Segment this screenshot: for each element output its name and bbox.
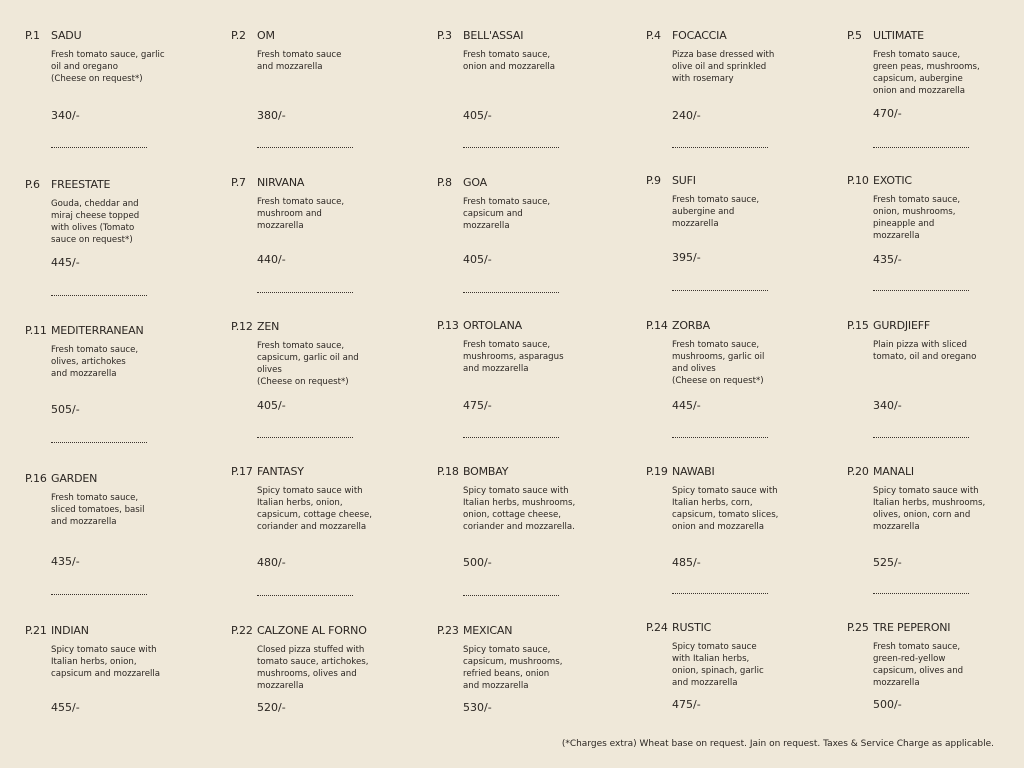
- item-name: SUFI: [672, 174, 696, 187]
- item-name: GARDEN: [51, 472, 98, 485]
- quantity-line: [257, 595, 353, 596]
- item-name: MANALI: [873, 465, 914, 478]
- item-price: 445/-: [51, 256, 80, 269]
- item-code: P.22: [231, 624, 253, 637]
- quantity-line: [51, 594, 147, 595]
- item-description: Spicy tomato sauce with Italian herbs, mushrooms, onion, cottage cheese, coriander and mozzarella.: [463, 486, 576, 532]
- item-code: P.23: [437, 624, 459, 637]
- item-name: MEXICAN: [463, 624, 513, 637]
- item-name: FOCACCIA: [672, 29, 727, 42]
- item-code: P.11: [25, 324, 47, 337]
- item-name: BELL'ASSAI: [463, 29, 524, 42]
- item-description: Spicy tomato sauce with Italian herbs, onion, capsicum, cottage cheese, coriander and mozzarella: [257, 486, 373, 532]
- item-code: P.25: [847, 621, 869, 634]
- item-price: 475/-: [672, 698, 701, 711]
- item-price: 480/-: [257, 556, 286, 569]
- item-description: Fresh tomato sauce, mushrooms, garlic oil and olives (Cheese on request*): [672, 340, 765, 386]
- item-code: P.7: [231, 176, 246, 189]
- item-code: P.3: [437, 29, 452, 42]
- item-code: P.14: [646, 319, 668, 332]
- item-name: TRE PEPERONI: [873, 621, 951, 634]
- quantity-line: [463, 292, 559, 293]
- quantity-line: [873, 147, 969, 148]
- quantity-line: [463, 437, 559, 438]
- item-name: SADU: [51, 29, 82, 42]
- quantity-line: [672, 437, 768, 438]
- item-price: 530/-: [463, 701, 492, 714]
- item-price: 475/-: [463, 399, 492, 412]
- item-code: P.24: [646, 621, 668, 634]
- item-name: FREESTATE: [51, 178, 111, 191]
- item-description: Fresh tomato sauce, aubergine and mozzarella: [672, 195, 760, 229]
- item-price: 240/-: [672, 109, 701, 122]
- item-price: 440/-: [257, 253, 286, 266]
- item-name: RUSTIC: [672, 621, 712, 634]
- item-name: ZORBA: [672, 319, 710, 332]
- item-price: 340/-: [873, 399, 902, 412]
- item-description: Spicy tomato sauce with Italian herbs, onion, capsicum and mozzarella: [51, 645, 161, 679]
- item-description: Fresh tomato sauce, olives, artichokes and mozzarella: [51, 345, 139, 379]
- item-price: 455/-: [51, 701, 80, 714]
- item-code: P.19: [646, 465, 668, 478]
- quantity-line: [463, 147, 559, 148]
- item-price: 435/-: [51, 555, 80, 568]
- item-price: 435/-: [873, 253, 902, 266]
- item-code: P.1: [25, 29, 40, 42]
- item-code: P.17: [231, 465, 253, 478]
- item-description: Plain pizza with sliced tomato, oil and oregano: [873, 340, 977, 362]
- quantity-line: [873, 290, 969, 291]
- item-name: FANTASY: [257, 465, 304, 478]
- item-description: Spicy tomato sauce, capsicum, mushrooms, refried beans, onion and mozzarella: [463, 645, 563, 691]
- item-name: GURDJIEFF: [873, 319, 930, 332]
- quantity-line: [672, 290, 768, 291]
- quantity-line: [873, 437, 969, 438]
- quantity-line: [672, 593, 768, 594]
- item-name: OM: [257, 29, 275, 42]
- item-description: Fresh tomato sauce, mushroom and mozzarella: [257, 197, 345, 231]
- quantity-line: [51, 147, 147, 148]
- item-price: 395/-: [672, 251, 701, 264]
- item-name: NIRVANA: [257, 176, 305, 189]
- item-description: Closed pizza stuffed with tomato sauce, artichokes, mushrooms, olives and mozzarella: [257, 645, 369, 691]
- item-description: Fresh tomato sauce, capsicum, garlic oil and olives (Cheese on request*): [257, 341, 359, 387]
- item-code: P.16: [25, 472, 47, 485]
- item-description: Fresh tomato sauce, garlic oil and oregano (Cheese on request*): [51, 50, 165, 84]
- item-price: 405/-: [463, 253, 492, 266]
- item-description: Gouda, cheddar and miraj cheese topped with olives (Tomato sauce on request*): [51, 199, 140, 245]
- item-description: Fresh tomato sauce, capsicum and mozzarella: [463, 197, 551, 231]
- item-code: P.5: [847, 29, 862, 42]
- item-price: 500/-: [873, 698, 902, 711]
- quantity-line: [257, 147, 353, 148]
- item-code: P.13: [437, 319, 459, 332]
- item-description: Spicy tomato sauce with Italian herbs, mushrooms, olives, onion, corn and mozzarella: [873, 486, 986, 532]
- quantity-line: [873, 593, 969, 594]
- item-description: Fresh tomato sauce, onion and mozzarella: [463, 50, 556, 72]
- item-description: Pizza base dressed with olive oil and sprinkled with rosemary: [672, 50, 775, 84]
- item-description: Fresh tomato sauce and mozzarella: [257, 50, 342, 72]
- item-name: BOMBAY: [463, 465, 509, 478]
- footer-note: (*Charges extra) Wheat base on request. Jain on request. Taxes & Service Charge as applicable.: [561, 739, 994, 749]
- item-code: P.8: [437, 176, 452, 189]
- item-code: P.18: [437, 465, 459, 478]
- item-code: P.20: [847, 465, 869, 478]
- item-code: P.15: [847, 319, 869, 332]
- item-price: 525/-: [873, 556, 902, 569]
- item-code: P.21: [25, 624, 47, 637]
- item-name: CALZONE AL FORNO: [257, 624, 367, 637]
- quantity-line: [51, 295, 147, 296]
- item-price: 380/-: [257, 109, 286, 122]
- item-description: Fresh tomato sauce, mushrooms, asparagus and mozzarella: [463, 340, 564, 374]
- item-price: 405/-: [257, 399, 286, 412]
- item-price: 520/-: [257, 701, 286, 714]
- item-price: 485/-: [672, 556, 701, 569]
- item-name: ZEN: [257, 320, 280, 333]
- item-name: MEDITERRANEAN: [51, 324, 144, 337]
- item-name: ULTIMATE: [873, 29, 924, 42]
- quantity-line: [257, 437, 353, 438]
- item-name: INDIAN: [51, 624, 89, 637]
- item-description: Fresh tomato sauce, sliced tomatoes, basil and mozzarella: [51, 493, 145, 527]
- item-price: 505/-: [51, 403, 80, 416]
- item-description: Spicy tomato sauce with Italian herbs, onion, spinach, garlic and mozzarella: [672, 642, 764, 688]
- item-name: ORTOLANA: [463, 319, 522, 332]
- item-description: Fresh tomato sauce, onion, mushrooms, pineapple and mozzarella: [873, 195, 961, 241]
- item-description: Fresh tomato sauce, green peas, mushrooms, capsicum, aubergine onion and mozzarella: [873, 50, 980, 96]
- item-name: NAWABI: [672, 465, 715, 478]
- item-price: 405/-: [463, 109, 492, 122]
- quantity-line: [463, 595, 559, 596]
- item-price: 445/-: [672, 399, 701, 412]
- quantity-line: [672, 147, 768, 148]
- item-name: EXOTIC: [873, 174, 912, 187]
- item-code: P.4: [646, 29, 661, 42]
- item-price: 340/-: [51, 109, 80, 122]
- item-code: P.6: [25, 178, 40, 191]
- item-code: P.12: [231, 320, 253, 333]
- item-code: P.2: [231, 29, 246, 42]
- item-description: Spicy tomato sauce with Italian herbs, corn, capsicum, tomato slices, onion and mozzarella: [672, 486, 779, 532]
- quantity-line: [257, 292, 353, 293]
- item-code: P.9: [646, 174, 661, 187]
- item-price: 470/-: [873, 107, 902, 120]
- item-price: 500/-: [463, 556, 492, 569]
- item-name: GOA: [463, 176, 487, 189]
- item-description: Fresh tomato sauce, green-red-yellow capsicum, olives and mozzarella: [873, 642, 964, 688]
- item-code: P.10: [847, 174, 869, 187]
- quantity-line: [51, 442, 147, 443]
